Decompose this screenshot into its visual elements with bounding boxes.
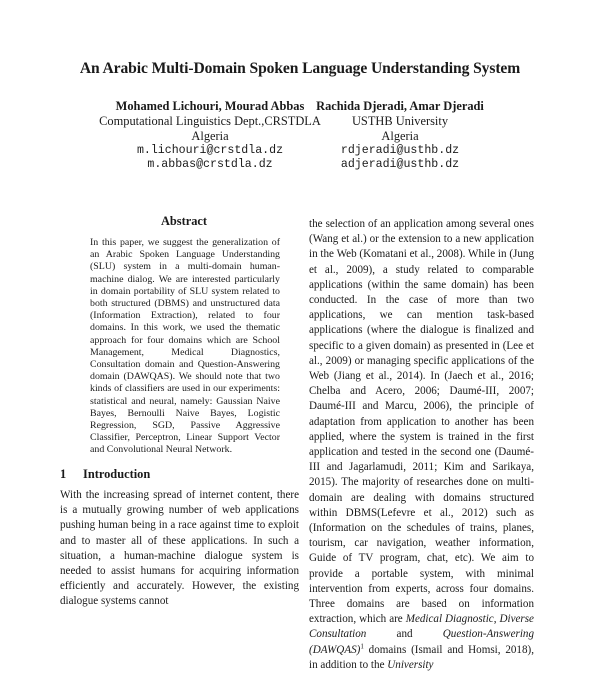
abstract-heading: Abstract (160, 214, 208, 228)
section-title: Introduction (83, 467, 151, 481)
right-column-text (309, 217, 534, 673)
author-country: Algeria (191, 129, 229, 143)
domain-name: Diverse Consultation (309, 613, 534, 641)
author-email: m.lichouri@crstdla.dz (136, 144, 284, 157)
section-number: 1 (60, 467, 67, 481)
body-text: domains (Ismail and Homsi, 2018), in addition to the (309, 643, 534, 671)
footnote-mark: 1 (360, 642, 364, 650)
abstract-text: In this paper, we suggest the generalization of an Arabic Spoken Language Understanding (SLU) system in a multi-domain human-machine dialog. We are interested particularly in domain portability of SLU system related to both structured (DBMS) and unstructured data (Information Extraction), related to four domains. In this work, we used the thematic approach for four domains which are School Management, Medical Diagnostics, Consultation domain and Question-Answering domain (DAWQAS). We should note that two kinds of classifiers are used in our experiments: statistical and neural, namely: Gaussian Naive Bayes, Bernoulli Naive Bayes, Logistic Regression, SGD, Passive Aggressive Classifier, Perceptron, Linear Support Vector and Convolutional Neural Network. (90, 237, 280, 456)
introduction-text: With the increasing spread of internet content, there is a mutually growing number of web applications pushing human being in a race against time to exploit and to master all of these applications. In such a situation, a human-machine dialogue system is needed to assist humans for acquiring information efficiently and accurately. However, the existing dialogue systems cannot (60, 489, 299, 608)
author-names: Rachida Djeradi, Amar Djeradi (316, 99, 484, 113)
section-heading-introduction (60, 467, 150, 482)
body-text: the selection of an application among several ones (Wang et al.) or the extension to a new application in the Web (Komatani et al., 2008). While in (Jung et al., 2009), a study related to comparable applications (within the same domain) has been conducted. In the case of more than two applications, we can mention task-based applications (where the dialogue is finalized and specific to a given domain) as presented in (Lee et al., 2009) or managing specific applications of the Web (Jiang et al., 2014). In (Jaech et al., 2016; Chelba and Acero, 2006; Daumé-III, 2007; Daumé-III and Marcu, 2006), the principle of adaptation from application to another has been applied, where the system is trained in the first application and tested in the second one (Daumé-III and Jagarlamudi, 2011; Kim and Sarikaya, 2015). The majority of researches done on multi-domain are dealing with domains structured within DBMS(Lefevre et al., 2012) such as (Information on the schedules of trains, planes, tourism, car navigation, weather information, Guide of TV program, chat, etc). We aim to provide a portable system, with minimal intervention from experts, across four domains. Three domains are based on information extraction, which are (309, 218, 534, 626)
author-names: Mohamed Lichouri, Mourad Abbas (115, 99, 305, 113)
separator: and (366, 628, 443, 641)
domain-name: Question-Answering (DAWQAS) (309, 628, 534, 656)
author-email: m.abbas@crstdla.dz (147, 158, 273, 171)
author-block-2 (300, 99, 500, 172)
author-affiliation: Computational Linguistics Dept.,CRSTDLA (99, 114, 321, 128)
domain-name: University (387, 658, 434, 671)
domain-name: Medical Diagnostic (405, 613, 494, 626)
author-email: adjeradi@usthb.dz (340, 158, 460, 171)
author-affiliation: USTHB University (351, 114, 449, 128)
separator: , (493, 613, 500, 626)
author-country: Algeria (381, 129, 419, 143)
paper-title: An Arabic Multi-Domain Spoken Language Understanding System (79, 60, 521, 77)
author-email: rdjeradi@usthb.dz (340, 144, 460, 157)
